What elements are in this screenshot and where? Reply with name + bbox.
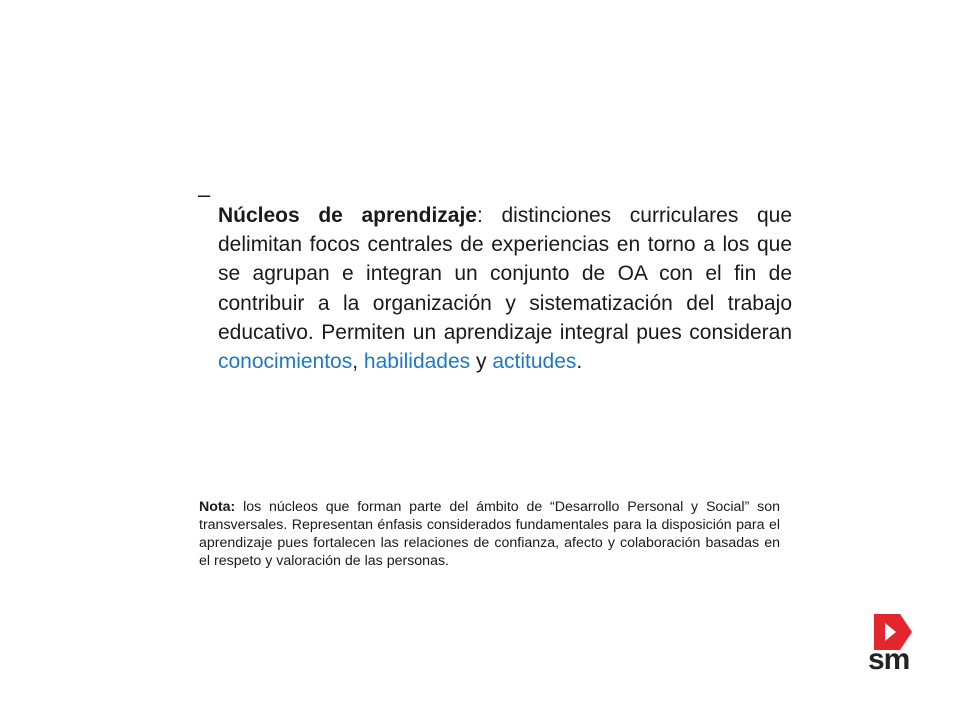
sm-logo-text: sm [868, 643, 910, 676]
keyword-conocimientos: conocimientos [218, 350, 353, 374]
note-label: Nota: [199, 499, 236, 516]
keyword-actitudes: actitudes [492, 350, 577, 374]
bullet-item [198, 180, 792, 397]
bullet-paragraph [218, 201, 792, 376]
keyword-habilidades: habilidades [363, 350, 471, 374]
bullet-term: Núcleos de aprendizaje [218, 204, 477, 227]
note-paragraph [199, 499, 780, 570]
separator-1: , [352, 350, 364, 374]
bullet-dash: – [198, 182, 211, 207]
bullet-definition: : distinciones curriculares que delimitan focos centrales de experiencias en torno a los que se agrupan e integran un conjunto de OA con el fin de contribuir a la organización y sistematización del trabajo educativo. Permiten un aprendizaje integral pues consideran [218, 204, 792, 344]
note-text: los núcleos que forman parte del ámbito de “Desarrollo Personal y Social” son transversales. Representan énfasis considerados fundamentales para la disposición para el aprendizaje pues fortalecen las relaciones de confianza, afecto y colaboración basadas en el respeto y valoración de las personas. [199, 499, 780, 569]
bullet-end: . [576, 350, 583, 374]
separator-2: y [470, 350, 493, 374]
